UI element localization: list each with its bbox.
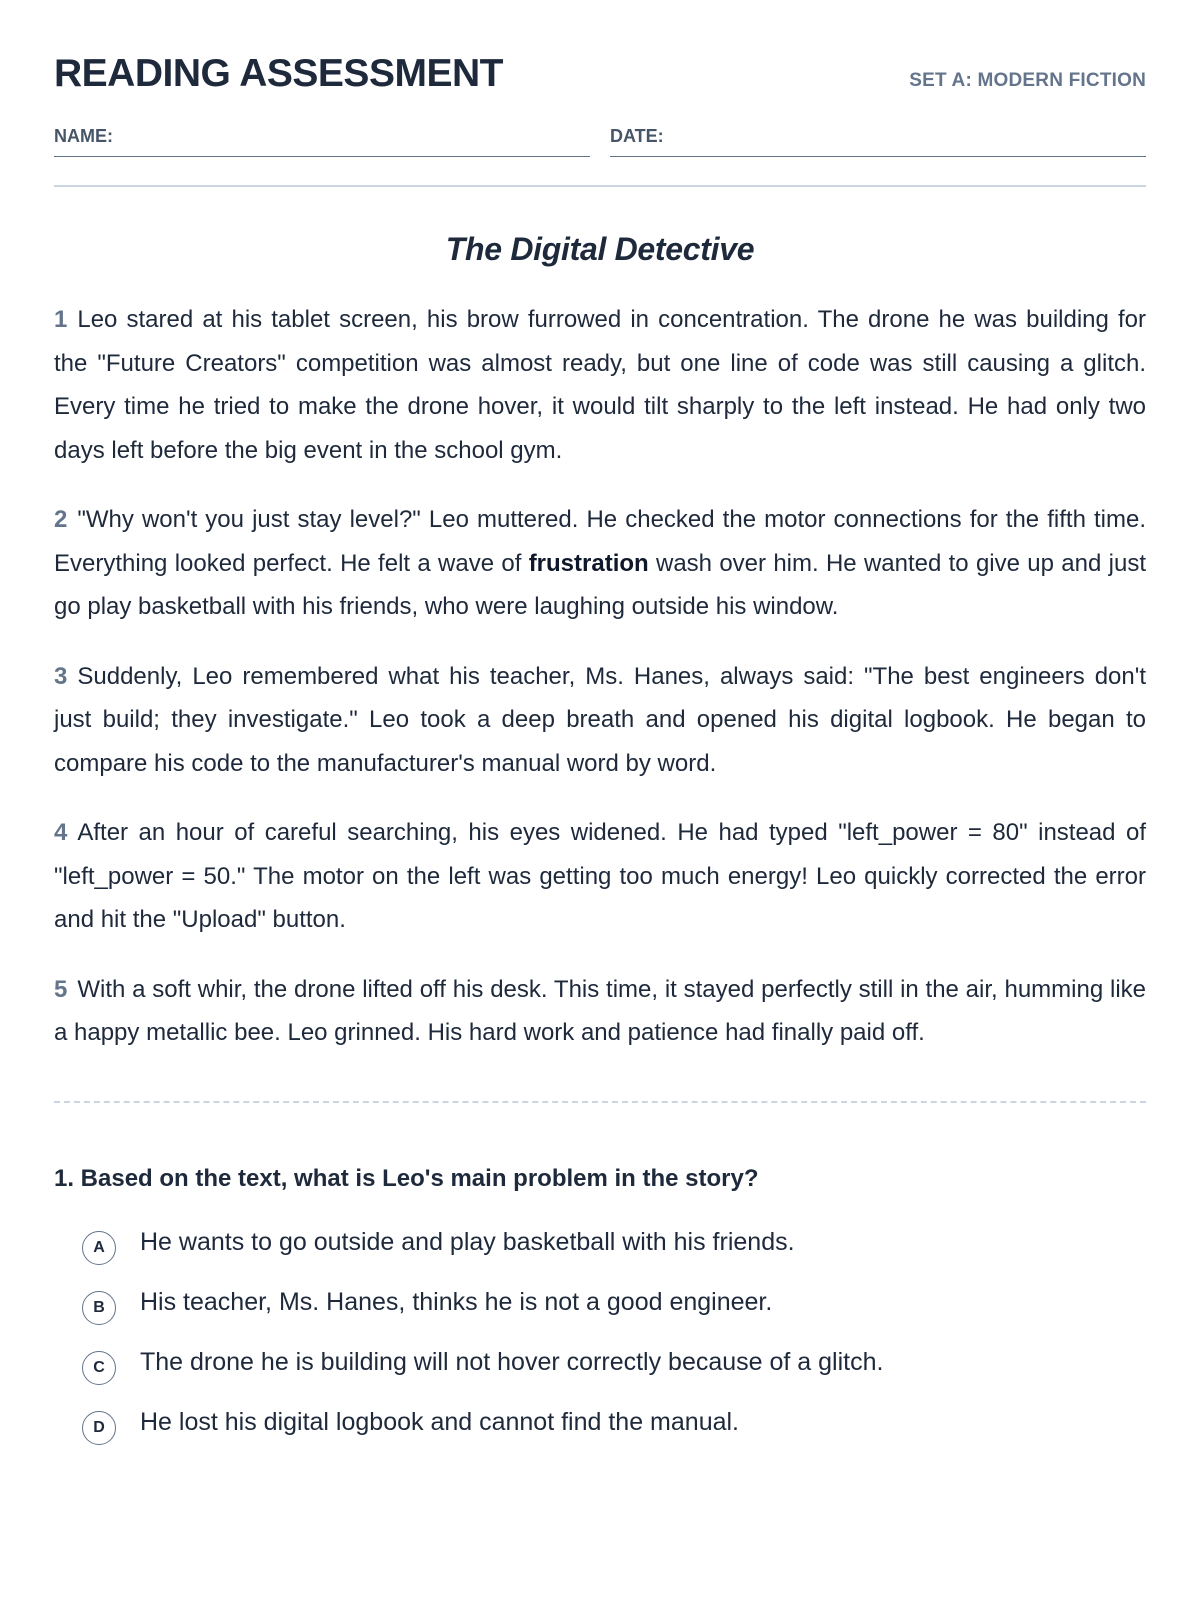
story-paragraph-1 xyxy=(54,298,1146,472)
story-paragraph-2 xyxy=(54,498,1146,629)
answer-options xyxy=(54,1213,1146,1453)
name-field[interactable] xyxy=(54,122,590,157)
story-paragraph-5 xyxy=(54,968,1146,1055)
header-divider xyxy=(54,185,1146,187)
option-text: His teacher, Ms. Hanes, thinks he is not a good engineer. xyxy=(140,1288,773,1316)
question-1 xyxy=(54,1165,1146,1453)
paragraph-text: After an hour of careful searching, his eyes widened. He had typed "left_power = 80" instead of "left_power = 50." The motor on the left was getting too much energy! Leo quickly corrected the error and hit the "Upload" button. xyxy=(54,819,1146,933)
date-field[interactable] xyxy=(610,122,1146,157)
answer-option-d[interactable] xyxy=(82,1393,1146,1453)
paragraph-text: Suddenly, Leo remembered what his teacher, Ms. Hanes, always said: "The best engineers don't just build; they investigate." Leo took a deep breath and opened his digital logbook. He began to compare his code to the manufacturer's manual word by word. xyxy=(54,662,1146,777)
date-label: DATE: xyxy=(610,126,664,146)
page-header xyxy=(54,52,1146,102)
question-prompt: 1. Based on the text, what is Leo's main problem in the story? xyxy=(54,1164,759,1192)
vocabulary-word: frustration xyxy=(528,549,649,577)
answer-option-a[interactable] xyxy=(82,1213,1146,1273)
answer-option-b[interactable] xyxy=(82,1273,1146,1333)
paragraph-text: Leo stared at his tablet screen, his brow furrowed in concentration. The drone he was building for the "Future Creators" competition was almost ready, but one line of code was still causing a glitch. Every time he tried to make the drone hover, it would tilt sharply to the left instead. He had only two days left before the big event in the school gym. xyxy=(54,306,1146,464)
set-label: SET A: MODERN FICTION xyxy=(909,70,1146,91)
paragraph-text: With a soft whir, the drone lifted off his desk. This time, it stayed perfectly still in the air, humming like a happy metallic bee. Leo grinned. His hard work and patience had finally paid off. xyxy=(54,975,1146,1046)
story-title: The Digital Detective xyxy=(445,231,755,267)
option-letter-badge[interactable]: A xyxy=(82,1231,116,1265)
paragraph-text-continued: wash over him. He wanted to give up and just go play basketball with his friends, who were laughing outside his window. xyxy=(54,549,1146,620)
page-title: READING ASSESSMENT xyxy=(54,52,503,95)
name-label: NAME: xyxy=(54,126,113,146)
paragraph-number: 3 xyxy=(54,662,68,690)
answer-option-c[interactable] xyxy=(82,1333,1146,1393)
option-text: The drone he is building will not hover correctly because of a glitch. xyxy=(140,1348,884,1376)
option-text: He wants to go outside and play basketball with his friends. xyxy=(140,1228,795,1256)
option-letter-badge[interactable]: B xyxy=(82,1291,116,1325)
section-divider xyxy=(54,1101,1146,1103)
paragraph-number: 4 xyxy=(54,819,68,846)
paragraph-text: "Why won't you just stay level?" Leo muttered. He checked the motor connections for the fifth time. Everything looked perfect. He felt a wave of xyxy=(54,506,1146,577)
paragraph-number: 5 xyxy=(54,975,68,1003)
student-info-fields xyxy=(54,122,1146,157)
story-paragraph-3 xyxy=(54,655,1146,786)
option-text: He lost his digital logbook and cannot find the manual. xyxy=(140,1408,739,1436)
option-letter-badge[interactable]: D xyxy=(82,1411,116,1445)
story-body xyxy=(54,298,1146,1055)
paragraph-number: 2 xyxy=(54,506,68,533)
option-letter-badge[interactable]: C xyxy=(82,1351,116,1385)
story-paragraph-4 xyxy=(54,811,1146,942)
paragraph-number: 1 xyxy=(54,306,68,333)
